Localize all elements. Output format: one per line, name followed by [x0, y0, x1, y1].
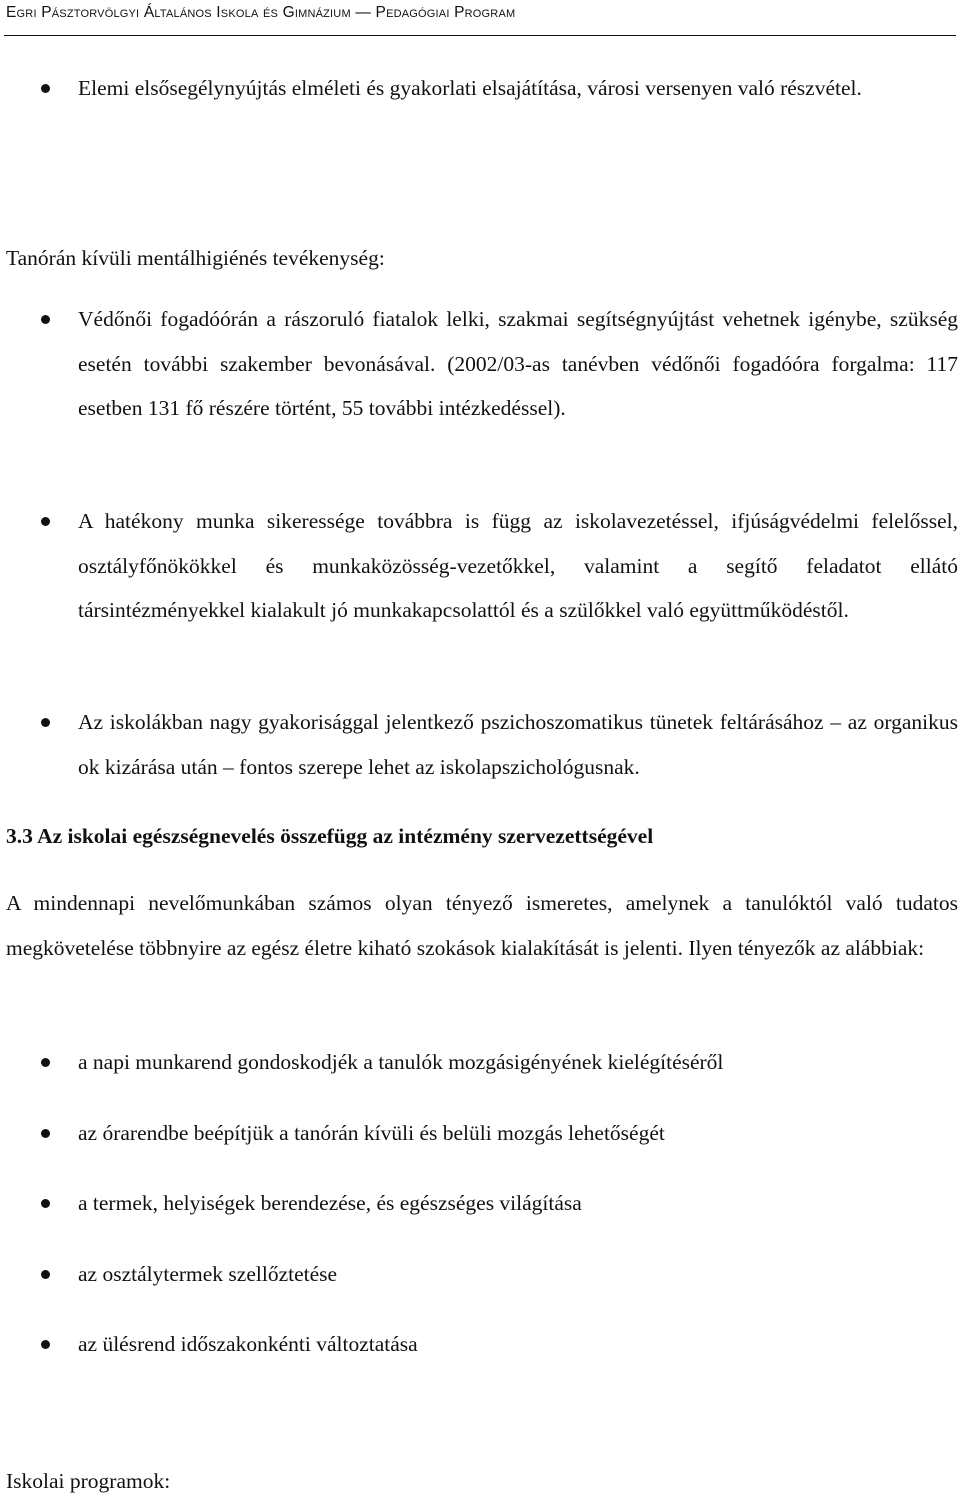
section-intro: A mindennapi nevelőmunkában számos olyan tényező ismeretes, amelynek a tanulóktól való tudatos megkövetelése többnyire az egész életre kiható szokások kialakítását is jelenti. Ilyen tényezők az alábbiak: — [6, 891, 958, 960]
mental-hygiene-heading: Tanórán kívüli mentálhigiénés tevékenység: — [6, 246, 385, 270]
bullet-icon — [41, 1129, 50, 1138]
factor-item: az órarendbe beépítjük a tanórán kívüli és belüli mozgás lehetőségét — [78, 1121, 665, 1145]
page-header: Egri Pásztorvölgyi Általános Iskola és Gimnázium — Pedagógiai Program — [6, 4, 516, 21]
factor-item: a termek, helyiségek berendezése, és egészséges világítása — [78, 1191, 582, 1215]
list-item-first-aid — [78, 66, 958, 111]
factor-item: a napi munkarend gondoskodjék a tanulók mozgásigényének kielégítéséről — [78, 1050, 724, 1074]
bullet-icon — [41, 1340, 50, 1349]
list-item-text: Az iskolákban nagy gyakorisággal jelentkező pszichoszomatikus tünetek feltárásához – az organikus ok kizárása után – fontos szerepe lehet az iskolapszichológusnak. — [78, 710, 958, 779]
list-item-effective-work — [78, 499, 958, 633]
bullet-icon — [41, 315, 50, 324]
factor-item: az ülésrend időszakonkénti változtatása — [78, 1332, 418, 1356]
header-divider — [4, 35, 956, 36]
factor-item: az osztálytermek szellőztetése — [78, 1262, 338, 1286]
bullet-icon — [41, 1199, 50, 1208]
bullet-icon — [41, 1270, 50, 1279]
bullet-icon — [41, 1058, 50, 1067]
list-item-text: Elemi elsősegélynyújtás elméleti és gyakorlati elsajátítása, városi versenyen való részvétel. — [78, 76, 862, 100]
school-programs-label: Iskolai programok: — [6, 1469, 171, 1493]
list-item-nurse — [78, 297, 958, 431]
list-item-text: A hatékony munka sikeressége továbbra is függ az iskolavezetéssel, ifjúságvédelmi felelőssel, osztályfőnökökkel és munkaközösség-vezetőkkel, valamint a segítő feladatot ellátó társintézményekkel kialakult jó munkakapcsolattól és a szülőkkel való együttműködéstől. — [78, 509, 958, 622]
list-item-text: Védőnői fogadóórán a rászoruló fiatalok lelki, szakmai segítségnyújtást vehetnek igénybe, szükség esetén további szakember bevonásával. (2002/03-as tanévben védőnői fogadóóra forgalma: 117 esetben 131 fő részére történt, 55 további intézkedéssel). — [78, 307, 958, 420]
bullet-icon — [41, 84, 50, 93]
section-title: 3.3 Az iskolai egészségnevelés összefügg az intézmény szervezettségével — [6, 824, 654, 848]
list-item-psychosomatic — [78, 700, 958, 789]
bullet-icon — [41, 517, 50, 526]
bullet-icon — [41, 718, 50, 727]
